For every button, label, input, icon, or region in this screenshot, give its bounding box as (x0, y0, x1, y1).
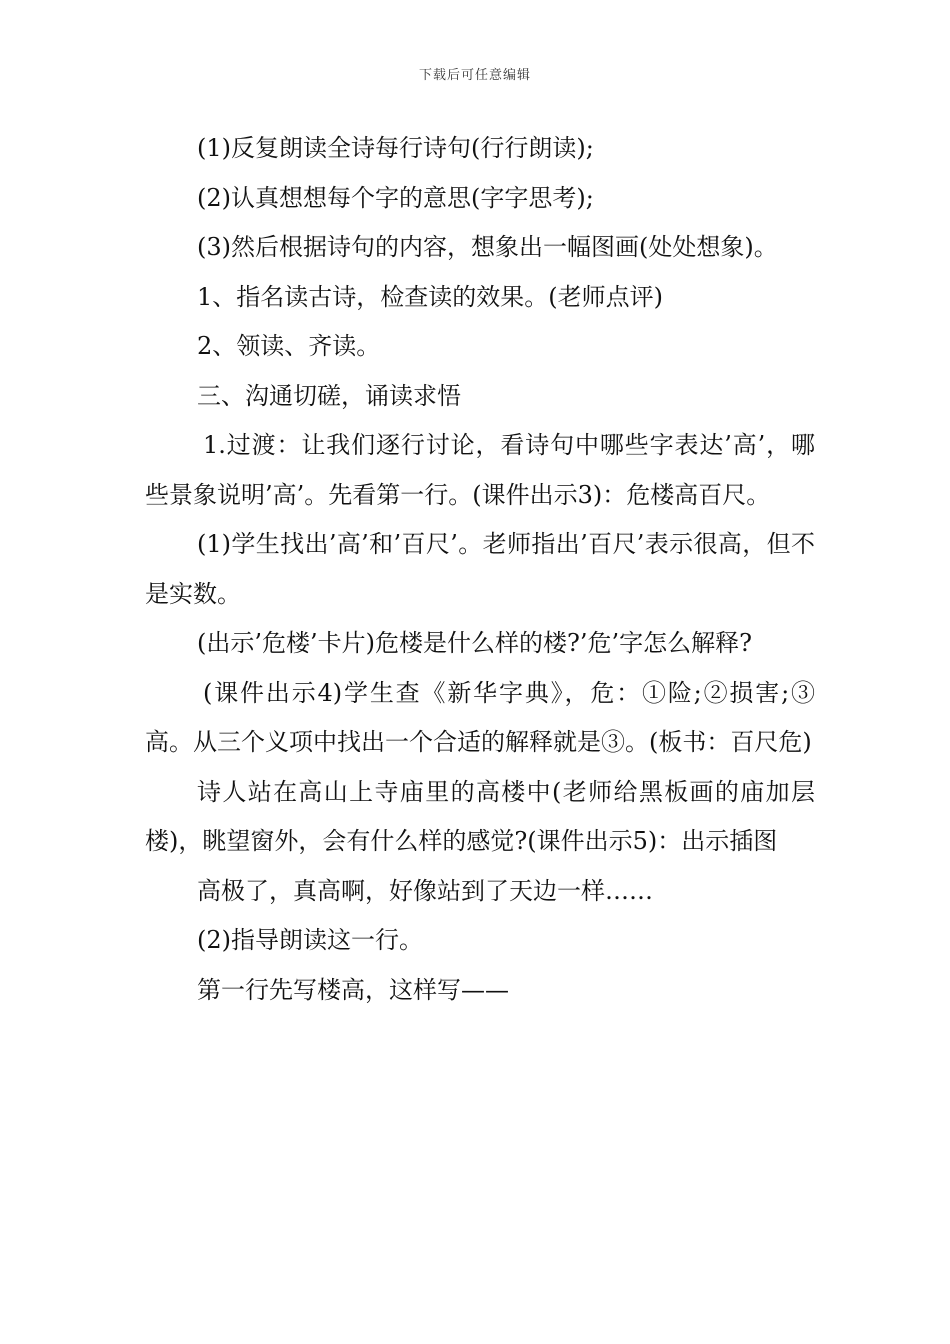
paragraph: (3)然后根据诗句的内容，想象出一幅图画(处处想象)。 (197, 233, 778, 261)
paragraph: (2)指导朗读这一行。 (197, 926, 423, 954)
paragraph: 诗人站在高山上寺庙里的高楼中(老师给黑板画的庙加层楼)，眺望窗外，会有什么样的感觉?(课件出示5)：出示插图 (145, 777, 815, 855)
paragraph: 高极了，真高啊，好像站到了天边一样…… (197, 876, 653, 905)
paragraph: 1、指名读古诗，检查读的效果。(老师点评) (197, 282, 663, 311)
paragraph: (1)学生找出’高’和’百尺’。老师指出’百尺’表示很高，但不是实数。 (145, 530, 815, 608)
paragraph: 2、领读、齐读。 (197, 332, 381, 360)
paragraph: (1)反复朗读全诗每行诗句(行行朗读); (197, 134, 594, 162)
section-heading: 三、沟通切磋，诵读求悟 (197, 381, 461, 410)
document-body (145, 124, 815, 1015)
paragraph: 第一行先写楼高，这样写—— (197, 975, 509, 1004)
page-header: 下载后可任意编辑 (418, 68, 531, 83)
paragraph: (出示’危楼’卡片)危楼是什么样的楼?’危’字怎么解释? (197, 629, 752, 657)
paragraph: (课件出示4)学生查《新华字典》，危：①险;②损害;③高。从三个义项中找出一个合适的解释就是③。(板书：百尺危) (145, 678, 815, 756)
paragraph: (2)认真想想每个字的意思(字字思考); (197, 183, 594, 212)
paragraph: 1.过渡：让我们逐行讨论，看诗句中哪些字表达’高’，哪些景象说明’高’。先看第一行。(课件出示3)：危楼高百尺。 (145, 431, 815, 509)
